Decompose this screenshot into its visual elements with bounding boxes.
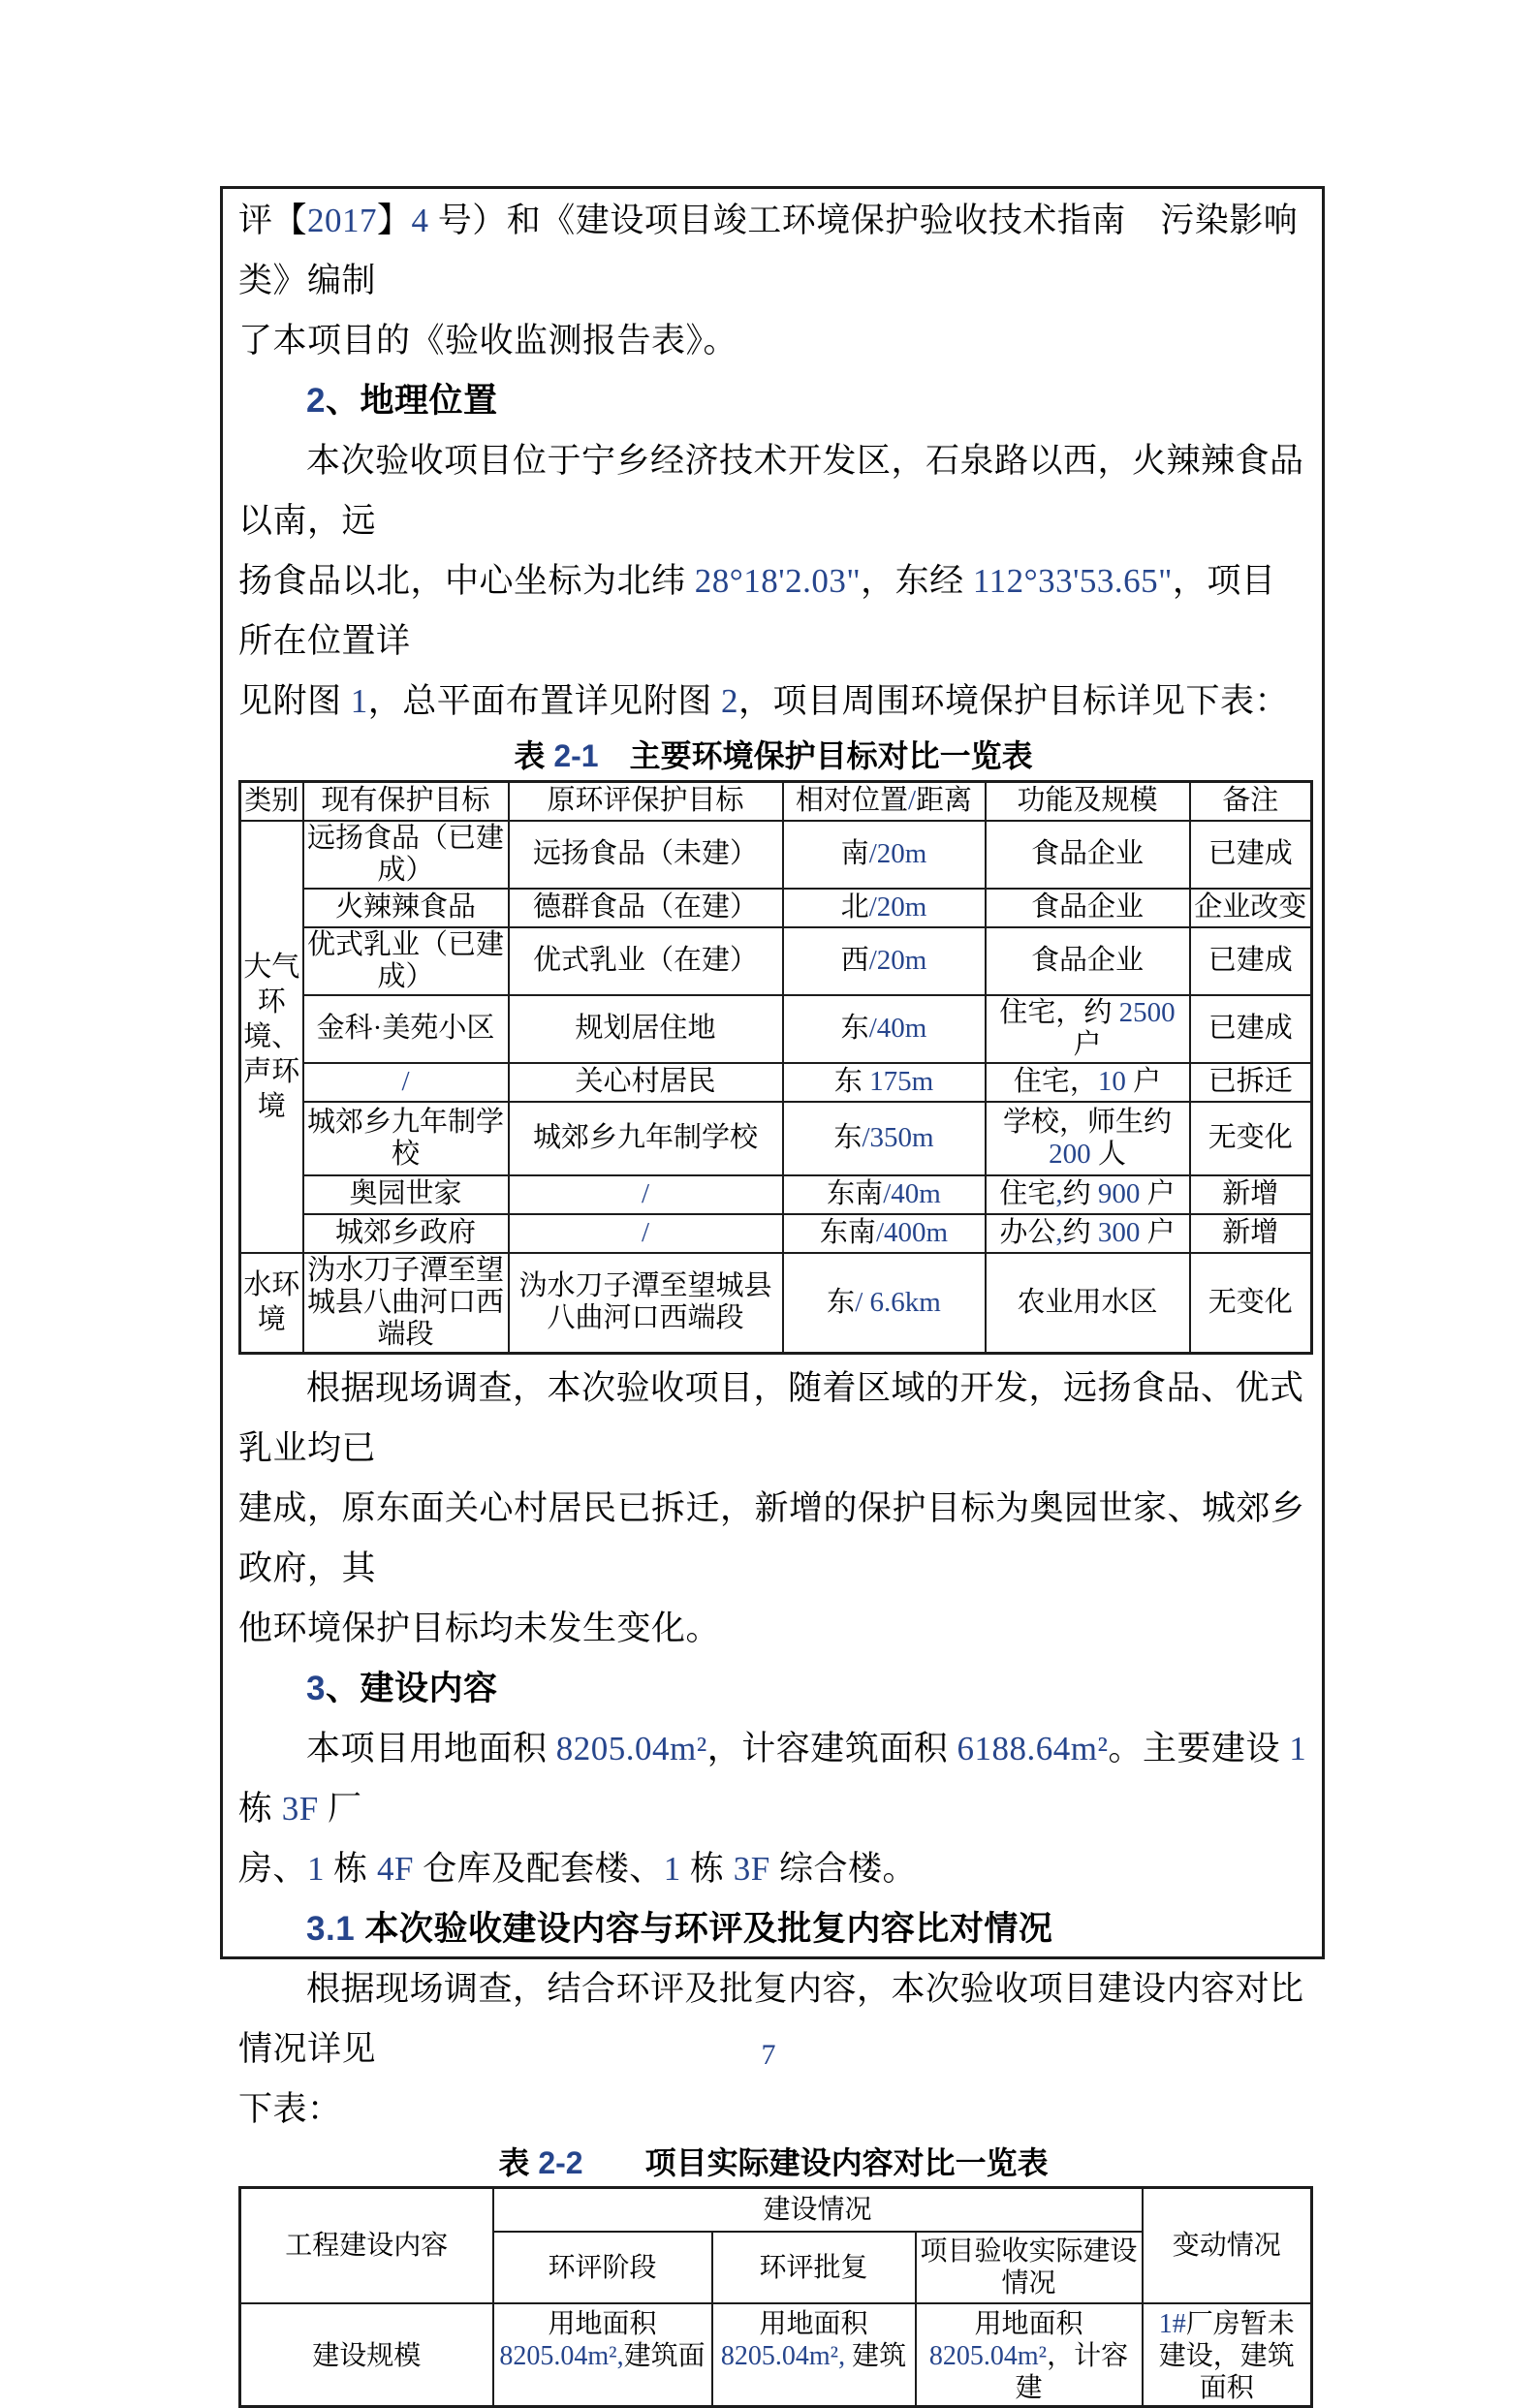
- table-cell: 东/350m: [783, 1102, 986, 1175]
- paragraph-line: 本次验收项目位于宁乡经济技术开发区，石泉路以西，火辣辣食品以南，远: [238, 431, 1308, 551]
- table-cell: 优式乳业（已建成）: [303, 927, 509, 995]
- table-cell: 北/20m: [783, 889, 986, 927]
- table-cell: 用地面积 8205.04m²，计容建: [916, 2303, 1143, 2407]
- paragraph-line: 房、1 栋 4F 仓库及配套楼、1 栋 3F 综合楼。: [238, 1839, 1308, 1899]
- table-cell: 优式乳业（在建）: [509, 927, 783, 995]
- table-cell: 食品企业: [986, 821, 1190, 889]
- table-cell: 规划居住地: [509, 995, 783, 1063]
- table-cell: 住宅，约 2500 户: [986, 995, 1190, 1063]
- table-cell: 无变化: [1190, 1102, 1312, 1175]
- table-cell: 已建成: [1190, 821, 1312, 889]
- table-cell: 西/20m: [783, 927, 986, 995]
- table-row: [240, 1175, 1312, 1214]
- column-header: 相对位置/距离: [783, 782, 986, 821]
- table-cell: 住宅，10 户: [986, 1063, 1190, 1102]
- column-header: 功能及规模: [986, 782, 1190, 821]
- column-header: 环评阶段: [493, 2232, 712, 2303]
- table-cell: 新增: [1190, 1175, 1312, 1214]
- table-cell: 1#厂房暂未建设，建筑面积: [1143, 2303, 1312, 2407]
- paragraph-line: 见附图 1，总平面布置详见附图 2，项目周围环境保护目标详见下表：: [238, 672, 1308, 732]
- table-cell: 沩水刀子潭至望城县八曲河口西端段: [303, 1253, 509, 1354]
- table-header-row: [240, 2187, 1312, 2232]
- table-row: [240, 1253, 1312, 1354]
- table-cell: 城郊乡政府: [303, 1214, 509, 1253]
- table-row: [240, 1063, 1312, 1102]
- table-cell: 沩水刀子潭至望城县八曲河口西端段: [509, 1253, 783, 1354]
- table-row: [240, 1214, 1312, 1253]
- table-cell: 东/40m: [783, 995, 986, 1063]
- table-cell: 城郊乡九年制学校: [303, 1102, 509, 1175]
- column-header: 现有保护目标: [303, 782, 509, 821]
- table-cell: /: [303, 1063, 509, 1102]
- table-row: [240, 2303, 1312, 2407]
- paragraph-line: 根据现场调查，结合环评及批复内容，本次验收项目建设内容对比情况详见: [238, 1959, 1308, 2080]
- table-row: [240, 889, 1312, 927]
- table-cell: 学校，师生约 200 人: [986, 1102, 1190, 1175]
- table-row: [240, 995, 1312, 1063]
- paragraph-line: 评【2017】4 号）和《建设项目竣工环境保护验收技术指南 污染影响类》编制: [238, 191, 1308, 311]
- paragraph-line: 建成，原东面关心村居民已拆迁，新增的保护目标为奥园世家、城郊乡政府，其: [238, 1479, 1308, 1599]
- table-cell: 住宅,约 900 户: [986, 1175, 1190, 1214]
- table-cell: 东南/400m: [783, 1214, 986, 1253]
- table-cell: 新增: [1190, 1214, 1312, 1253]
- content-box: [220, 186, 1325, 1959]
- table-row: [240, 1102, 1312, 1175]
- table-cell: 南/20m: [783, 821, 986, 889]
- table2-title: 表 2-2 项目实际建设内容对比一览表: [238, 2140, 1308, 2186]
- table-cell: 东/ 6.6km: [783, 1253, 986, 1354]
- table-cell: 火辣辣食品: [303, 889, 509, 927]
- column-header: 备注: [1190, 782, 1312, 821]
- paragraph-line: 本项目用地面积 8205.04m²，计容建筑面积 6188.64m²。主要建设 1 栋 3F 厂: [238, 1719, 1308, 1839]
- table-cell: /: [509, 1175, 783, 1214]
- table-cell: 食品企业: [986, 889, 1190, 927]
- table-construction-comparison: [238, 2186, 1313, 2408]
- table-cell: 企业改变: [1190, 889, 1312, 927]
- table-cell: 奥园世家: [303, 1175, 509, 1214]
- table-cell: 远扬食品（未建）: [509, 821, 783, 889]
- table-header-row: [240, 782, 1312, 821]
- table-cell: 远扬食品（已建成）: [303, 821, 509, 889]
- table-cell: 无变化: [1190, 1253, 1312, 1354]
- category-cell-water: 水环境: [240, 1253, 303, 1354]
- table-cell: 已拆迁: [1190, 1063, 1312, 1102]
- table-cell: 建设规模: [240, 2303, 493, 2407]
- paragraph-line: 下表：: [238, 2080, 1308, 2140]
- table-cell: 食品企业: [986, 927, 1190, 995]
- category-cell-air-noise: 大气环境、声环境: [240, 821, 303, 1253]
- table-row: [240, 927, 1312, 995]
- table-cell: 办公,约 300 户: [986, 1214, 1190, 1253]
- table-cell: 关心村居民: [509, 1063, 783, 1102]
- table-env-protection-targets: [238, 780, 1313, 1355]
- table-row: [240, 821, 1312, 889]
- subsection-heading-comparison: 3.1 本次验收建设内容与环评及批复内容比对情况: [238, 1899, 1308, 1959]
- paragraph-line: 了本项目的《验收监测报告表》。: [238, 311, 1308, 371]
- section-heading-location: 2、地理位置: [238, 371, 1308, 431]
- table-cell: 城郊乡九年制学校: [509, 1102, 783, 1175]
- table-cell: 用地面积 8205.04m², 建筑: [712, 2303, 916, 2407]
- column-header: 原环评保护目标: [509, 782, 783, 821]
- table-cell: 东南/40m: [783, 1175, 986, 1214]
- table-cell: 德群食品（在建）: [509, 889, 783, 927]
- table-cell: 用地面积 8205.04m²,建筑面: [493, 2303, 712, 2407]
- table-cell: /: [509, 1214, 783, 1253]
- column-header: 环评批复: [712, 2232, 916, 2303]
- paragraph-line: 他环境保护目标均未发生变化。: [238, 1599, 1308, 1659]
- section-heading-construction: 3、建设内容: [238, 1659, 1308, 1719]
- table1-title: 表 2-1 主要环境保护目标对比一览表: [238, 732, 1308, 780]
- table-cell: 已建成: [1190, 995, 1312, 1063]
- paragraph-line: 根据现场调查，本次验收项目，随着区域的开发，远扬食品、优式乳业均已: [238, 1359, 1308, 1479]
- column-header: 工程建设内容: [240, 2187, 493, 2303]
- paragraph-line: 扬食品以北，中心坐标为北纬 28°18'2.03"，东经 112°33'53.65"，项目所在位置详: [238, 551, 1308, 672]
- table-cell: 农业用水区: [986, 1253, 1190, 1354]
- column-header: 变动情况: [1143, 2187, 1312, 2303]
- page-number: 7: [0, 2038, 1537, 2073]
- column-header: 项目验收实际建设情况: [916, 2232, 1143, 2303]
- column-header-group: 建设情况: [493, 2187, 1143, 2232]
- column-header: 类别: [240, 782, 303, 821]
- table-cell: 已建成: [1190, 927, 1312, 995]
- table-cell: 东 175m: [783, 1063, 986, 1102]
- table-cell: 金科·美苑小区: [303, 995, 509, 1063]
